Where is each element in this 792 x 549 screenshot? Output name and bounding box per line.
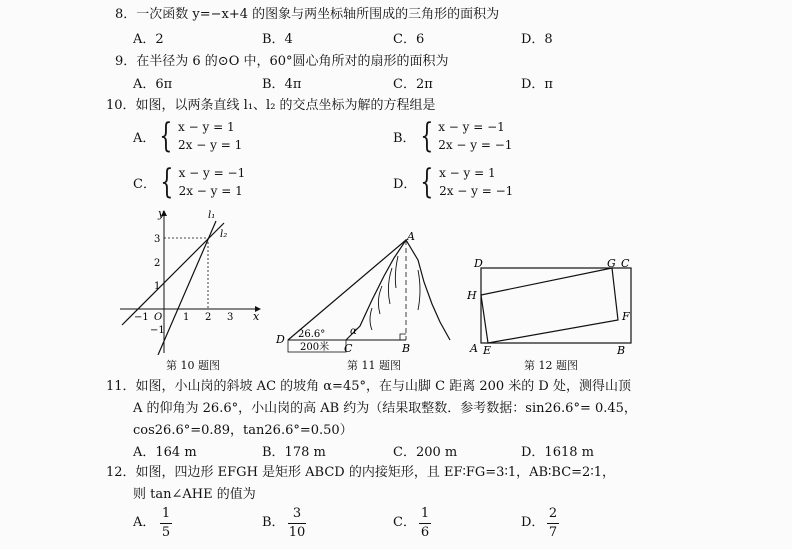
line-l1-label: l₁ [208, 210, 216, 221]
equation: 2x − y = 1 [178, 138, 243, 152]
line-l2-label: l₂ [220, 229, 228, 240]
q8-option-b: B．4 [262, 32, 293, 47]
angle-label: 26.6° [298, 329, 326, 340]
q12-option-c-fraction [419, 506, 431, 541]
right-angle-mark [400, 334, 406, 340]
tick-label: 1 [154, 281, 161, 292]
q8-stem: 8．一次函数 y=−x+4 的图象与两坐标轴所围成的三角形的面积为 [115, 7, 500, 22]
equation: x − y = −1 [178, 166, 246, 180]
line-l1 [158, 221, 216, 355]
option-label: D． [393, 176, 417, 192]
q12-option-a-fraction [160, 506, 172, 541]
q8-option-a: A．2 [133, 32, 164, 47]
equation: 2x − y = −1 [439, 184, 514, 198]
q11-option-b: B．178 m [262, 445, 326, 460]
point-b-label: B [617, 344, 626, 357]
q12-stem-line-1: 12．如图，四边形 EFGH 是矩形 ABCD 的内接矩形，且 EF∶FG=3∶1，AB∶BC=2∶1， [106, 465, 615, 480]
point-d-label: D [276, 333, 285, 346]
q10-option-d [393, 164, 513, 200]
denominator: 10 [288, 525, 306, 540]
point-e-label: E [483, 344, 492, 357]
q11-option-d: D．1618 m [521, 445, 594, 460]
point-c-label: C [621, 257, 630, 270]
tick-label: 2 [154, 258, 161, 269]
tick-label: 3 [154, 234, 161, 245]
point-a-label: A [470, 342, 478, 355]
option-label: A． [133, 130, 156, 146]
brace-icon: { [160, 162, 174, 202]
origin-label: O [154, 312, 163, 323]
x-axis-label: x [253, 310, 260, 323]
q11-stem-line-2: A 的仰角为 26.6°，小山岗的高 AB 约为（结果取整数．参考数据：sin26.6°= 0.45， [133, 401, 637, 416]
point-b-label: B [402, 342, 411, 355]
q9-option-a: A．6π [133, 77, 173, 92]
q9-stem: 9．在半径为 6 的⊙O 中，60°圆心角所对的扇形的面积为 [115, 54, 449, 69]
point-g-label: G [607, 257, 616, 270]
figure-12-rectangles [465, 254, 645, 358]
q9-option-b: B．4π [262, 77, 302, 92]
q10-option-a [133, 118, 242, 154]
figure-10-graph [110, 205, 270, 355]
inner-rectangle [481, 268, 618, 343]
figure-11-caption: 第 11 题图 [347, 359, 401, 372]
tick-label: 3 [227, 312, 234, 323]
tick-label: −1 [134, 312, 149, 323]
numerator: 1 [161, 506, 171, 521]
q12-option-b-fraction [288, 506, 306, 541]
mountain-outline [346, 240, 450, 340]
brace-icon: { [159, 116, 173, 156]
equation: x − y = 1 [178, 120, 235, 134]
q12-option-b-label: B． [262, 515, 285, 530]
tick-label: 2 [205, 312, 212, 323]
q12-stem-line-2: 则 tan∠AHE 的值为 [133, 487, 256, 502]
tick-label: −1 [150, 325, 165, 336]
denominator: 7 [548, 525, 558, 540]
q9-option-c: C．2π [393, 77, 433, 92]
point-d-label: D [474, 257, 483, 270]
y-axis-label: y [158, 207, 165, 220]
figure-11-mountain [272, 230, 462, 358]
q9-option-d: D．π [521, 77, 553, 92]
option-label: B． [393, 130, 416, 146]
numerator: 1 [420, 506, 430, 521]
q11-stem-line-1: 11．如图，小山岗的斜坡 AC 的坡角 α=45°，在与山脚 C 距离 200 米的 D 处，测得山顶 [106, 379, 631, 394]
q11-option-c: C．200 m [393, 445, 458, 460]
brace-icon: { [419, 116, 433, 156]
alpha-label: α [350, 326, 357, 337]
q12-option-d-label: D． [521, 515, 545, 530]
q12-option-a-label: A． [133, 515, 156, 530]
option-label: C． [133, 176, 156, 192]
q10-option-b [393, 118, 512, 154]
q8-option-c: C．6 [393, 32, 425, 47]
denominator: 6 [420, 525, 430, 540]
distance-label: 200米 [300, 342, 330, 353]
tick-label: 1 [183, 312, 190, 323]
point-h-label: H [467, 289, 477, 302]
point-f-label: F [622, 310, 630, 323]
q12-option-d-fraction [547, 506, 559, 541]
brace-icon: { [420, 162, 434, 202]
q11-stem-line-3: cos26.6°=0.89，tan26.6°=0.50） [133, 423, 353, 438]
q10-option-c [133, 164, 245, 200]
q10-stem: 10．如图，以两条直线 l₁、l₂ 的交点坐标为解的方程组是 [106, 98, 436, 113]
equation: 2x − y = 1 [178, 184, 243, 198]
q12-option-c-label: C． [393, 515, 416, 530]
figure-10-caption: 第 10 题图 [166, 359, 220, 372]
point-c-label: C [344, 342, 353, 355]
denominator: 5 [161, 525, 171, 540]
figure-12-caption: 第 12 题图 [524, 359, 578, 372]
q11-option-a: A．164 m [133, 445, 197, 460]
mountain-texture [370, 256, 420, 330]
equation: 2x − y = −1 [438, 138, 513, 152]
equation: x − y = −1 [438, 120, 505, 134]
point-a-label: A [407, 230, 415, 243]
numerator: 3 [292, 506, 302, 521]
equation: x − y = 1 [439, 166, 496, 180]
numerator: 2 [548, 506, 558, 521]
q8-option-d: D．8 [521, 32, 553, 47]
